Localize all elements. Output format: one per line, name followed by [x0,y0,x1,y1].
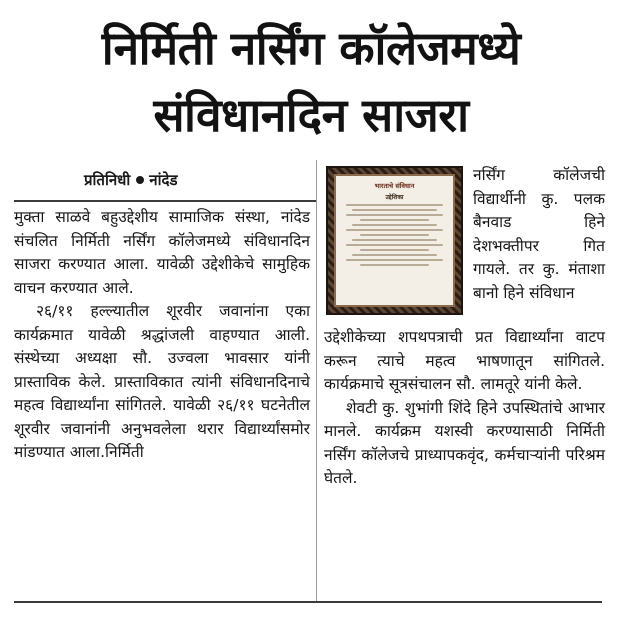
preamble-text-line [346,259,443,261]
preamble-text-line [360,234,429,236]
preamble-text-line [360,249,429,251]
preamble-card-subtitle: उद्देशिका [385,194,404,201]
article-column-right-top [473,164,605,305]
preamble-text-line [352,209,437,211]
byline-reporter: प्रतिनिधी [84,171,131,189]
paragraph-2: २६/११ हल्ल्यातील शूरवीर जवानांना एका कार्यक्रमात यावेळी श्रद्धांजली वाहण्यात आली. संस्थेच्या अध्यक्षा सौ. उज्वला भावसार यांनी प्रास्ताविक केले. प्रास्ताविकात त्यांनी संविधानदिनाचे महत्व विद्यार्थ्यांना सांगितले. यावेळी २६/११ घटनेतील शूरवीर जवानांनी अनुभवलेला थरार विद्यार्थ्यांसमोर मांडण्यात आला.निर्मिती [14,302,310,461]
column-top-rule [14,200,316,202]
paragraph-1: मुक्ता साळवे बहुउद्देशीय सामाजिक संस्था, नांदेड संचलित निर्मिती नर्सिंग कॉलेजमध्ये संविधानदिन साजरा करण्यात आला. यावेळी उद्देशीकेचे सामुहिक वाचन करण्यात आले. [14,208,310,297]
preamble-text-line [352,254,437,256]
preamble-text-line [360,219,429,221]
column-divider [316,160,317,601]
byline-place: नांदेड [149,171,178,189]
headline-line-2: संविधानदिन साजरा [153,88,469,142]
constitution-preamble-image [326,166,463,315]
preamble-card-title: भारताचे संविधान [374,182,415,190]
preamble-text-line [352,224,437,226]
paragraph-3a: नर्सिंग कॉलेजची विद्यार्थीनी कु. पलक बैनवाड हिने देशभक्तीपर गित गायले. तर कु. मंताशा बानो हिने संविधान [473,166,605,302]
preamble-text-line [346,229,443,231]
article-column-left [14,206,310,465]
preamble-text-line [346,244,443,246]
preamble-text-line [346,204,443,206]
paragraph-3b: उद्देशीकेच्या शपथपत्राची प्रत विद्यार्थ्यांना वाटप करून त्याचे महत्व भाषणातून सांगितले. कार्यक्रमाचे सूत्रसंचालन सौ. लामतूरे यांनी केले. [324,328,605,393]
preamble-text-line [352,239,437,241]
preamble-card [334,174,455,307]
preamble-text-line [346,214,443,216]
paragraph-4: शेवटी कु. शुभांगी शिंदे हिने उपस्थितांचे आभार मानले. कार्यक्रम यशस्वी करण्यासाठी निर्मिती नर्सिंग कॉलेजचे प्राध्यापकवृंद, कर्मचाऱ्यांनी परिश्रम घेतले. [324,398,605,487]
headline-line-1: निर्मिती नर्सिंग कॉलेजमध्ये [101,21,521,75]
byline [84,170,178,190]
preamble-text-line [360,264,429,266]
column-bottom-rule [14,601,602,603]
bullet-icon [136,176,144,184]
article-column-right-bottom [324,326,605,491]
